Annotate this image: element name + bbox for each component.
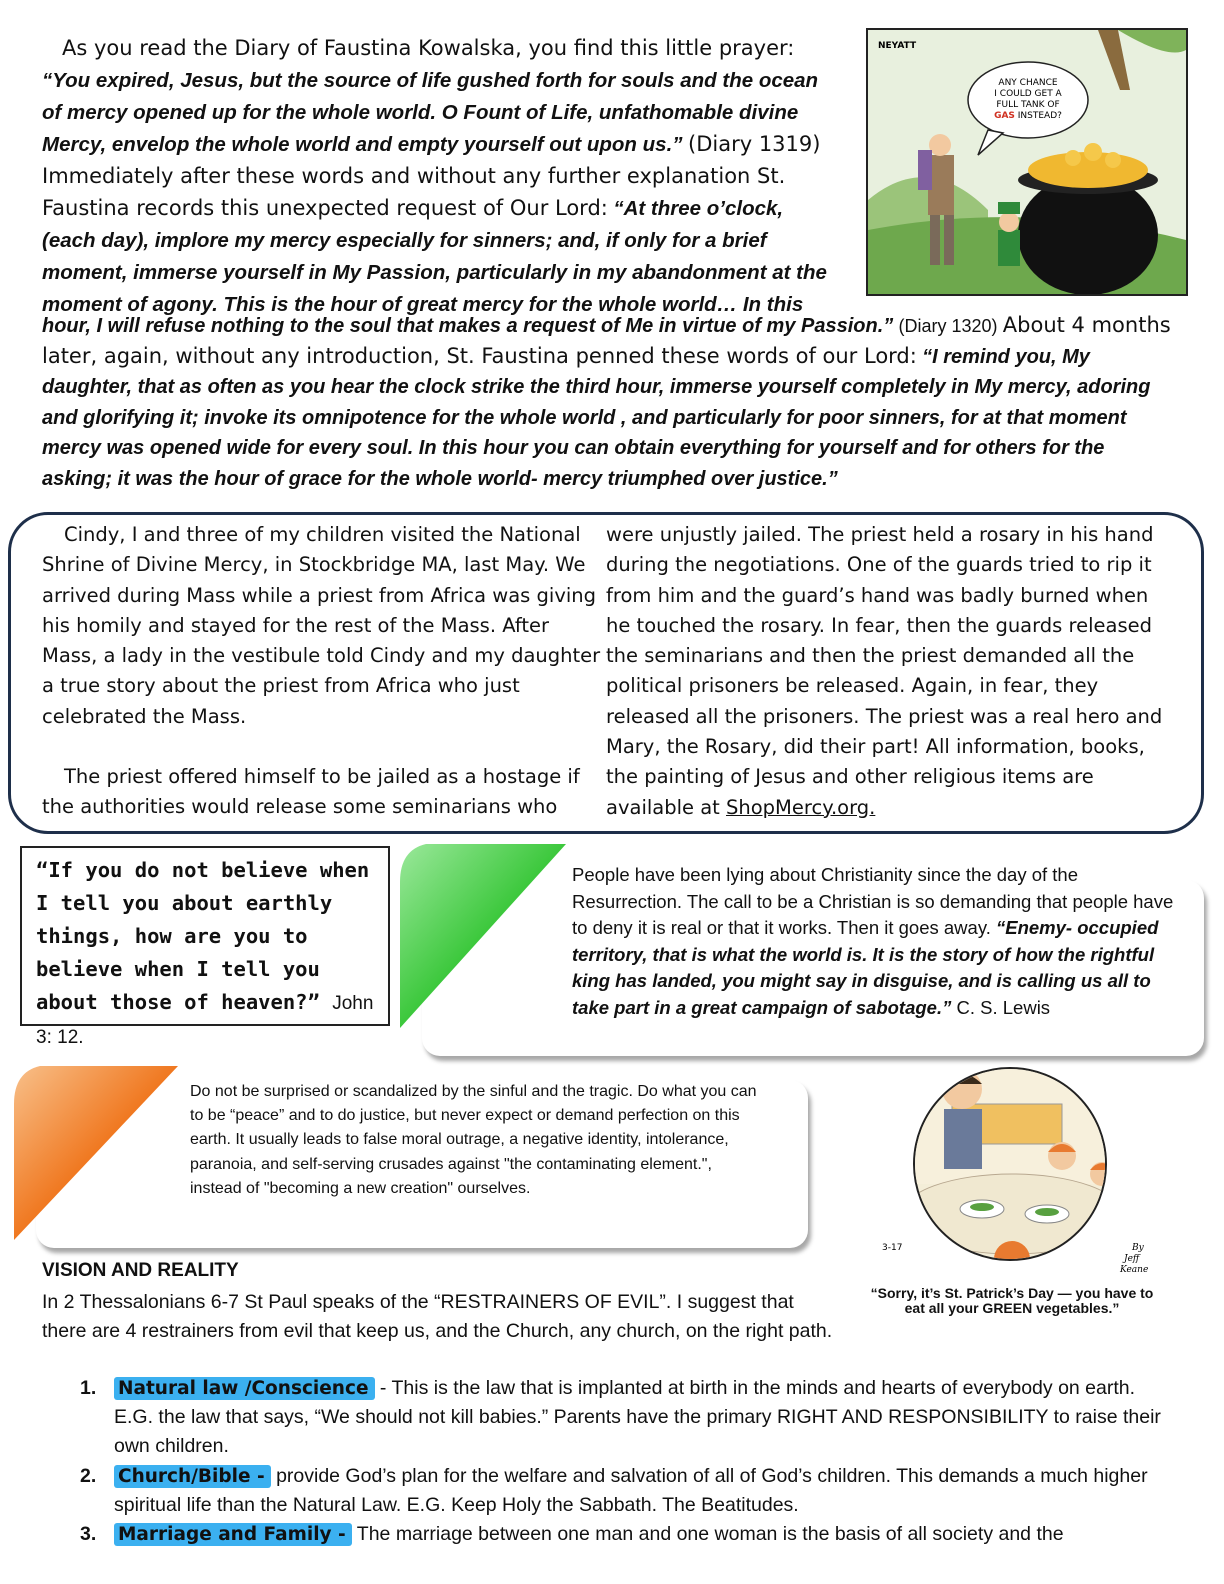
shrine-paragraph-1: Cindy, I and three of my children visited the National Shrine of Divine Mercy, in Stockbridge MA, last May. We arrived during Mass while a priest from Africa was giving his homily and stayed for the rest of the Mass. After Mass, a lady in the vestibule told Cindy and my daughter a true story about the priest from Africa who just celebrated the Mass. <box>42 523 601 728</box>
lewis-quote-block <box>572 862 1182 1046</box>
list-item-number: 1. <box>80 1377 97 1399</box>
bubble-line-3: FULL TANK OF <box>996 100 1060 110</box>
list-item-text: - This is the law that is implanted at birth in the minds and hearts of everybody on earth. E.G. the law that says, “We should not kill babies.” Parents have the primary RIGHT AND RESPONSIBILITY to raise their own children. <box>114 1377 1161 1457</box>
list-item <box>80 1520 1184 1549</box>
cartoon2-date: 3-17 <box>882 1243 903 1253</box>
list-item <box>80 1462 1164 1520</box>
shrine-paragraph-2: The priest offered himself to be jailed as a hostage if the authorities would release some seminarians who <box>42 765 580 819</box>
intro-remind-quote: “I remind you, My daughter, that as often as you hear the clock strike the third hour, immerse yourself completely in My mercy, adoring and glorifying it; invoke its omnipotence for the whole world , and particularly for poor sinners, for at that moment mercy was opened wide for every soul. In this hour you can obtain everything for yourself and for others for the asking; it was the hour of grace for the whole world- mercy triumphed over justice.” <box>42 345 1151 490</box>
bubble-gas-word: GAS <box>994 111 1015 121</box>
section-title: VISION AND REALITY <box>42 1260 239 1281</box>
intro-prayer-quote: “You expired, Jesus, but the source of life gushed forth for souls and the ocean of mercy opened up for the whole world. O Fount of Life, unfathomable divine Mercy, envelop the whole world and empty yourself out upon us.” <box>42 69 819 156</box>
cartoon2-signature-first: Jeff <box>1124 1254 1140 1264</box>
orange-corner-tab <box>12 1064 182 1244</box>
list-item-label: Church/Bible - <box>114 1465 271 1488</box>
list-item-label: Natural law /Conscience <box>114 1377 375 1400</box>
intro-text3: About 4 months later, again, without any introduction, St. Faustina penned these words of our Lord: <box>42 313 1171 368</box>
lewis-author: C. S. Lewis <box>956 996 1051 1018</box>
list-item-label: Marriage and Family - <box>114 1523 352 1546</box>
intro-cite-1320: (Diary 1320) <box>898 316 998 336</box>
cartoon-green-vegetables-drawing <box>862 1064 1162 1286</box>
lewis-intro-text: People have been lying about Christianity since the day of the Resurrection. The call to be a Christian is so demanding that people have to deny it is real or that it works. Then it goes away. <box>572 864 1174 938</box>
list-item-number: 3. <box>80 1523 97 1545</box>
intro-lead: As you read the Diary of Faustina Kowalska, you find this little prayer: <box>62 36 795 60</box>
shrine-paragraph-3-text: were unjustly jailed. The priest held a rosary in his hand during the negotiations. One of the guards tried to rip it from him and the guard’s hand was badly burned when he touched the rosary. In fear, then the guards released the seminarians and then the priest demanded all the political prisoners be released. Again, in fear, they released all the prisoners. The priest was a real hero and Mary, the Rosary, did their part! All information, books, the painting of Jesus and other religious items are available at <box>606 523 1163 819</box>
intro-request-head: “At three o’clock, (each day), implore my mercy especially for sinners; and, if only for a brief moment, immerse yourself in My Passion, particularly in my abandonment at the moment of agony. This is the hour of great mercy for the whole world… In this <box>42 197 827 316</box>
cartoon2-signature-by: By <box>1132 1243 1144 1253</box>
shrine-paragraph-3 <box>606 520 1176 823</box>
cartoon2-caption: “Sorry, it’s St. Patrick’s Day — you have to eat all your GREEN vegetables.” <box>870 1285 1154 1316</box>
intro-paragraph-continued <box>42 311 1172 494</box>
list-item-text: The marriage between one man and one woman is the basis of all society and the <box>356 1523 1064 1545</box>
shrine-story-left-column <box>42 520 602 823</box>
bubble-line-4 <box>994 111 1062 121</box>
shrine-story-right-column <box>606 520 1176 823</box>
scripture-quote <box>36 854 386 1054</box>
vision-intro: In 2 Thessalonians 6-7 St Paul speaks of the “RESTRAINERS OF EVIL”. I suggest that there are 4 restrainers from evil that keep us, and the Church, any church, on the right path. <box>42 1291 833 1342</box>
intro-request-tail: hour, I will refuse nothing to the soul that makes a request of Me in virtue of my Passion.” <box>42 315 894 337</box>
list-item-number: 2. <box>80 1465 97 1487</box>
list-item-text: provide God’s plan for the welfare and salvation of all of God’s children. This demands a much higher spiritual life than the Natural Law. E.G. Keep Holy the Sabbath. The Beatitudes. <box>114 1465 1148 1516</box>
intro-cite-1319: (Diary 1319) <box>688 132 821 156</box>
bubble-line-2: I COULD GET A <box>994 89 1062 99</box>
cartoon1-signature: NEYATT <box>878 41 917 51</box>
scripture-quote-text: “If you do not believe when I tell you about earthly things, how are you to believe when I tell you about those of heaven?” <box>36 858 370 1014</box>
bubble-instead: INSTEAD? <box>1014 111 1062 121</box>
intro-text2: Immediately after these words and without any further explanation St. Faustina records this unexpected request of Our Lord: <box>42 164 786 220</box>
surprise-text: Do not be surprised or scandalized by the sinful and the tragic. Do what you can to be “peace” and to do justice, but never expect or demand perfection on this earth. It usually leads to false moral outrage, a negative identity, intolerance, paranoia, and self-serving crusades against "the contaminating element.", instead of "becoming a new creation" ourselves. <box>190 1083 757 1197</box>
cartoon-pot-of-gold <box>866 28 1188 296</box>
bubble-line-1: ANY CHANCE <box>998 78 1058 88</box>
cartoon-pot-of-gold-drawing <box>868 30 1186 294</box>
green-corner-tab <box>398 842 570 1032</box>
scripture-citation: John 3: 12. <box>36 993 374 1048</box>
intro-paragraph <box>42 32 842 320</box>
list-item <box>80 1374 1164 1461</box>
shopmercy-link[interactable]: ShopMercy.org. <box>726 795 876 819</box>
lewis-quote: “Enemy- occupied territory, that is what the world is. It is the story of how the rightful king has landed, you might say in disguise, and is calling us all to take part in a great campaign of sabotage.” <box>572 917 1159 1018</box>
cartoon2-signature-last: Keane <box>1120 1265 1149 1275</box>
